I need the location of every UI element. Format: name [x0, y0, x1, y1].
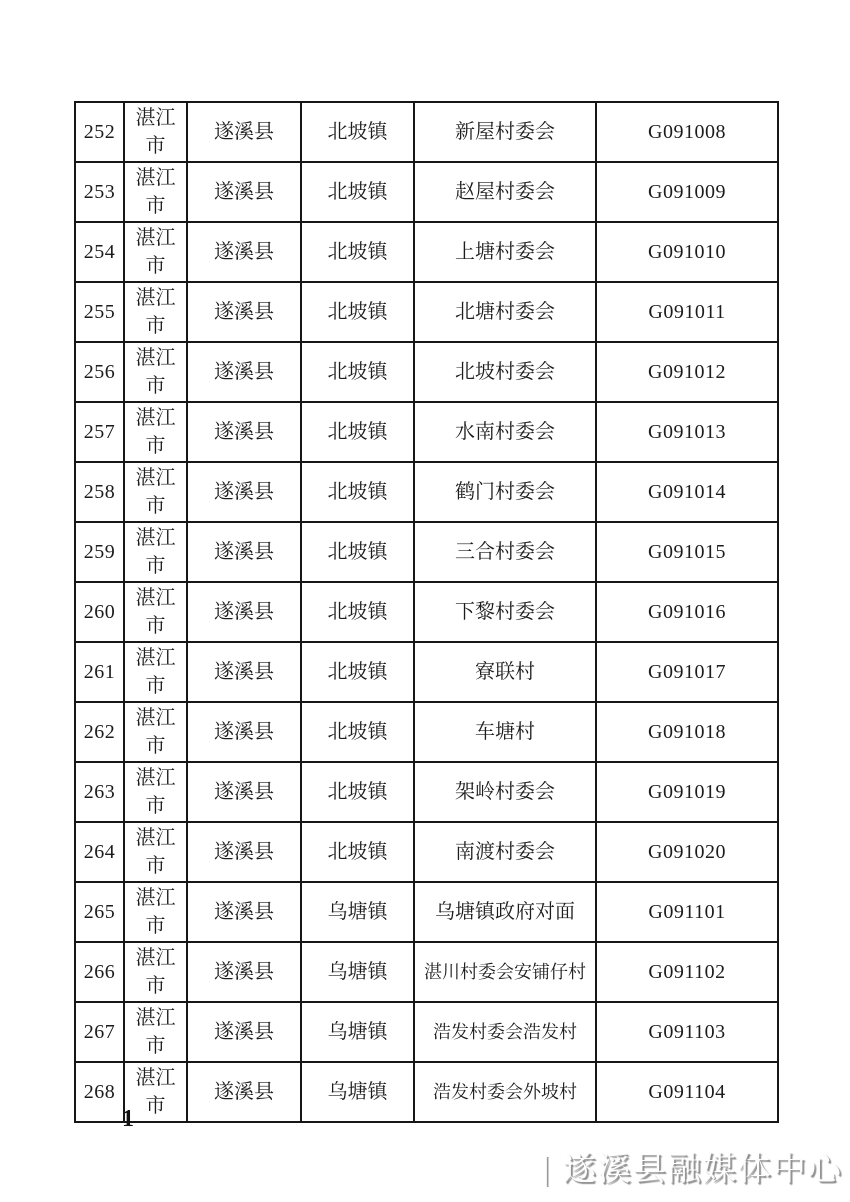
cell-site: 三合村委会 [414, 522, 596, 582]
cell-county: 遂溪县 [187, 162, 301, 222]
table-row [75, 522, 778, 582]
cell-row-number: 252 [75, 102, 124, 162]
cell-town: 北坡镇 [301, 642, 414, 702]
cell-town: 乌塘镇 [301, 1062, 414, 1122]
table-row [75, 222, 778, 282]
cell-code: G091014 [596, 462, 778, 522]
cell-town: 北坡镇 [301, 402, 414, 462]
cell-row-number: 266 [75, 942, 124, 1002]
table-row [75, 942, 778, 1002]
cell-row-number: 255 [75, 282, 124, 342]
cell-code: G091018 [596, 702, 778, 762]
cell-county: 遂溪县 [187, 102, 301, 162]
table-row [75, 1062, 778, 1122]
table-row [75, 822, 778, 882]
cell-code: G091011 [596, 282, 778, 342]
cell-site: 北塘村委会 [414, 282, 596, 342]
cell-town: 北坡镇 [301, 762, 414, 822]
cell-town: 北坡镇 [301, 102, 414, 162]
table-row [75, 282, 778, 342]
cell-site: 新屋村委会 [414, 102, 596, 162]
cell-row-number: 262 [75, 702, 124, 762]
cell-city: 湛江市 [124, 762, 187, 822]
table-row [75, 162, 778, 222]
cell-site: 乌塘镇政府对面 [414, 882, 596, 942]
cell-town: 乌塘镇 [301, 942, 414, 1002]
cell-city: 湛江市 [124, 642, 187, 702]
cell-city: 湛江市 [124, 462, 187, 522]
cell-code: G091101 [596, 882, 778, 942]
cell-county: 遂溪县 [187, 642, 301, 702]
cell-town: 北坡镇 [301, 582, 414, 642]
cell-county: 遂溪县 [187, 342, 301, 402]
cell-code: G091103 [596, 1002, 778, 1062]
cell-city: 湛江市 [124, 882, 187, 942]
cell-site: 赵屋村委会 [414, 162, 596, 222]
cell-row-number: 264 [75, 822, 124, 882]
cell-county: 遂溪县 [187, 822, 301, 882]
cell-row-number: 258 [75, 462, 124, 522]
cell-county: 遂溪县 [187, 1002, 301, 1062]
cell-town: 北坡镇 [301, 522, 414, 582]
table-row [75, 462, 778, 522]
cell-row-number: 257 [75, 402, 124, 462]
table-row [75, 1002, 778, 1062]
table-row [75, 882, 778, 942]
cell-row-number: 263 [75, 762, 124, 822]
cell-code: G091008 [596, 102, 778, 162]
cell-county: 遂溪县 [187, 942, 301, 1002]
table-row [75, 342, 778, 402]
cell-site: 北坡村委会 [414, 342, 596, 402]
cell-site: 架岭村委会 [414, 762, 596, 822]
cell-site: 上塘村委会 [414, 222, 596, 282]
cell-town: 乌塘镇 [301, 1002, 414, 1062]
cell-city: 湛江市 [124, 1062, 187, 1122]
cell-site: 鹤门村委会 [414, 462, 596, 522]
watermark-text: 遂溪县融媒体中心 [563, 1152, 843, 1188]
cell-row-number: 254 [75, 222, 124, 282]
cell-city: 湛江市 [124, 282, 187, 342]
cell-site: 车塘村 [414, 702, 596, 762]
cell-row-number: 259 [75, 522, 124, 582]
cell-code: G091012 [596, 342, 778, 402]
cell-county: 遂溪县 [187, 402, 301, 462]
cell-code: G091020 [596, 822, 778, 882]
cell-county: 遂溪县 [187, 1062, 301, 1122]
cell-row-number: 261 [75, 642, 124, 702]
cell-town: 北坡镇 [301, 162, 414, 222]
table-row [75, 702, 778, 762]
cell-site: 浩发村委会外坡村 [414, 1062, 596, 1122]
cell-city: 湛江市 [124, 162, 187, 222]
cell-town: 北坡镇 [301, 822, 414, 882]
cell-city: 湛江市 [124, 822, 187, 882]
cell-row-number: 265 [75, 882, 124, 942]
cell-city: 湛江市 [124, 222, 187, 282]
cell-city: 湛江市 [124, 102, 187, 162]
cell-county: 遂溪县 [187, 282, 301, 342]
cell-county: 遂溪县 [187, 222, 301, 282]
cell-city: 湛江市 [124, 582, 187, 642]
table-row [75, 102, 778, 162]
cell-site: 浩发村委会浩发村 [414, 1002, 596, 1062]
cell-code: G091009 [596, 162, 778, 222]
cell-county: 遂溪县 [187, 582, 301, 642]
table-body [75, 102, 778, 1122]
cell-code: G091013 [596, 402, 778, 462]
cell-city: 湛江市 [124, 702, 187, 762]
cell-county: 遂溪县 [187, 882, 301, 942]
cell-row-number: 268 [75, 1062, 124, 1122]
cell-code: G091015 [596, 522, 778, 582]
cell-city: 湛江市 [124, 942, 187, 1002]
cell-site: 南渡村委会 [414, 822, 596, 882]
cell-code: G091016 [596, 582, 778, 642]
cell-row-number: 267 [75, 1002, 124, 1062]
table-row [75, 402, 778, 462]
cell-city: 湛江市 [124, 402, 187, 462]
cell-row-number: 260 [75, 582, 124, 642]
watermark-bar: | [544, 1152, 553, 1188]
cell-town: 北坡镇 [301, 702, 414, 762]
cell-town: 乌塘镇 [301, 882, 414, 942]
cell-code: G091010 [596, 222, 778, 282]
cell-site: 水南村委会 [414, 402, 596, 462]
cell-town: 北坡镇 [301, 342, 414, 402]
table-row [75, 642, 778, 702]
cell-row-number: 253 [75, 162, 124, 222]
cell-county: 遂溪县 [187, 762, 301, 822]
cell-site: 湛川村委会安铺仔村 [414, 942, 596, 1002]
polling-site-table [74, 101, 779, 1123]
cell-town: 北坡镇 [301, 282, 414, 342]
cell-code: G091017 [596, 642, 778, 702]
cell-row-number: 256 [75, 342, 124, 402]
page-number: 1 [122, 1106, 134, 1132]
cell-code: G091019 [596, 762, 778, 822]
cell-town: 北坡镇 [301, 222, 414, 282]
cell-county: 遂溪县 [187, 462, 301, 522]
cell-city: 湛江市 [124, 522, 187, 582]
cell-code: G091104 [596, 1062, 778, 1122]
cell-site: 寮联村 [414, 642, 596, 702]
cell-city: 湛江市 [124, 1002, 187, 1062]
cell-county: 遂溪县 [187, 522, 301, 582]
cell-city: 湛江市 [124, 342, 187, 402]
table-row [75, 582, 778, 642]
cell-site: 下黎村委会 [414, 582, 596, 642]
cell-county: 遂溪县 [187, 702, 301, 762]
cell-town: 北坡镇 [301, 462, 414, 522]
cell-code: G091102 [596, 942, 778, 1002]
watermark [544, 1143, 843, 1190]
table-row [75, 762, 778, 822]
